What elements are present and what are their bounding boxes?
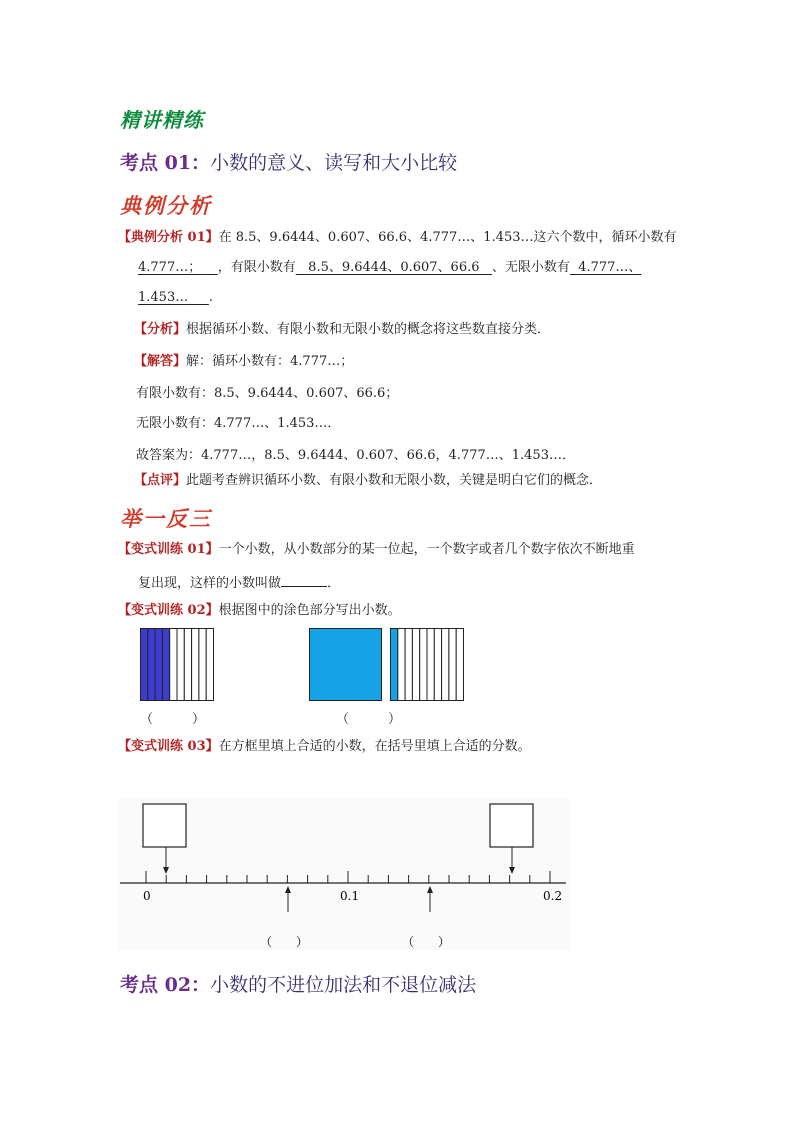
example-analysis-heading (120, 190, 212, 220)
figure-2-square (309, 628, 383, 702)
strip (192, 629, 199, 701)
answer-infinite-b: 1.453… (138, 290, 189, 305)
strip (177, 629, 184, 701)
training-01-end: ． (327, 576, 341, 591)
strip (412, 629, 419, 701)
answer-finite: 8.5、9.6444、0.607、66.6 (308, 260, 480, 275)
shaded-strip (162, 629, 169, 701)
figure-2-paren: （ ） (336, 712, 402, 727)
strip (427, 629, 434, 701)
strip (420, 629, 427, 701)
strip (442, 629, 449, 701)
strip (405, 629, 412, 701)
training-03-text: 在方框里填上合适的小数，在括号里填上合适的分数。 (218, 739, 531, 754)
strip (398, 629, 405, 701)
figure-1-paren: （ ） (140, 712, 206, 727)
answer-box-left (143, 804, 186, 847)
strip (199, 629, 206, 701)
shaded-strip (391, 629, 398, 701)
answer-box-right (490, 804, 533, 847)
kaodian-02-label: 考点 02： (120, 974, 211, 996)
example-question-text: 在 8.5、9.6444、0.607、66.6、4.777…、1.453…这六个数中，循环小数有 (218, 230, 677, 245)
kaodian-label: 考点 01： (120, 152, 211, 174)
finite-line: 有限小数有：8.5、9.6444、0.607、66.6； (136, 386, 399, 401)
training-01-text: 一个小数，从小数部分的某一位起，一个数字或者几个数字依次不断地重 (218, 542, 635, 557)
comment-line (134, 471, 602, 491)
example-question-line-3 (138, 288, 213, 308)
example-question-line-2 (138, 258, 641, 278)
strip (434, 629, 441, 701)
shaded-square (310, 629, 382, 701)
comment-text: 此题考查辨识循环小数、有限小数和无限小数，关键是明白它们的概念． (186, 473, 603, 488)
infinite-line: 无限小数有：4.777…、1.453…． (136, 416, 341, 431)
analysis-text: 根据循环小数、有限小数和无限小数的概念将这些数直接分类． (186, 322, 551, 337)
figure-2-strips (390, 628, 466, 702)
paren-right: （ ） (402, 935, 451, 949)
tick-label-0-1: 0.1 (340, 889, 360, 903)
training-03-tag: 【变式训练 03】 (118, 739, 219, 754)
section-header-jingjiang: 精讲精练 (120, 108, 204, 132)
strip (456, 629, 463, 701)
question-end: . (208, 290, 214, 305)
question-mid-1: ，有限小数有 (217, 260, 296, 275)
training-02-tag: 【变式训练 02】 (118, 603, 219, 618)
strip (449, 629, 456, 701)
paren-left: （ ） (260, 935, 309, 949)
answer-cyclic: 4.777…； (138, 260, 202, 275)
training-03-line (118, 737, 531, 757)
kaodian-02-text: 小数的不进位加法和不退位减法 (210, 974, 477, 996)
training-01-text-2: 复出现，这样的小数叫做 (138, 576, 282, 591)
strip (184, 629, 191, 701)
training-01-tag: 【变式训练 01】 (118, 542, 219, 557)
figure-1-strips (140, 628, 216, 702)
solution-tag: 【解答】 (134, 354, 187, 369)
example-heading-text: 典例分析 (120, 193, 212, 218)
example-tag: 【典例分析 01】 (118, 230, 219, 245)
strip (170, 629, 177, 701)
question-mid-2: 、无限小数有 (491, 260, 570, 275)
shaded-strip (155, 629, 162, 701)
practice-heading-text: 举一反三 (120, 506, 212, 531)
training-02-text: 根据图中的涂色部分写出小数。 (218, 603, 401, 618)
analysis-line (134, 320, 550, 340)
training-02-line (118, 601, 401, 621)
answer-line: 故答案为：4.777…，8.5、9.6444、0.607、66.6，4.777…、1.453…． (136, 448, 575, 463)
tick-label-0: 0 (143, 889, 151, 903)
tick-label-0-2: 0.2 (543, 889, 563, 903)
training-01-line-1 (118, 540, 635, 560)
shaded-strip (141, 629, 148, 701)
strip (206, 629, 213, 701)
number-line-figure (118, 798, 573, 950)
comment-tag: 【点评】 (134, 473, 187, 488)
kaodian-text: 小数的意义、读写和大小比较 (210, 152, 458, 174)
example-question-line-1 (118, 228, 677, 248)
training-01-line-2 (138, 572, 340, 594)
practice-heading (120, 503, 212, 533)
solution-text: 解：循环小数有：4.777…； (186, 354, 354, 369)
answer-infinite-a: 4.777…、 (578, 260, 642, 275)
kaodian-02-title (120, 970, 476, 997)
answer-blank (281, 572, 327, 587)
solution-line (134, 352, 353, 372)
shaded-strip (148, 629, 155, 701)
analysis-tag: 【分析】 (134, 322, 187, 337)
kaodian-01-title (120, 148, 457, 175)
